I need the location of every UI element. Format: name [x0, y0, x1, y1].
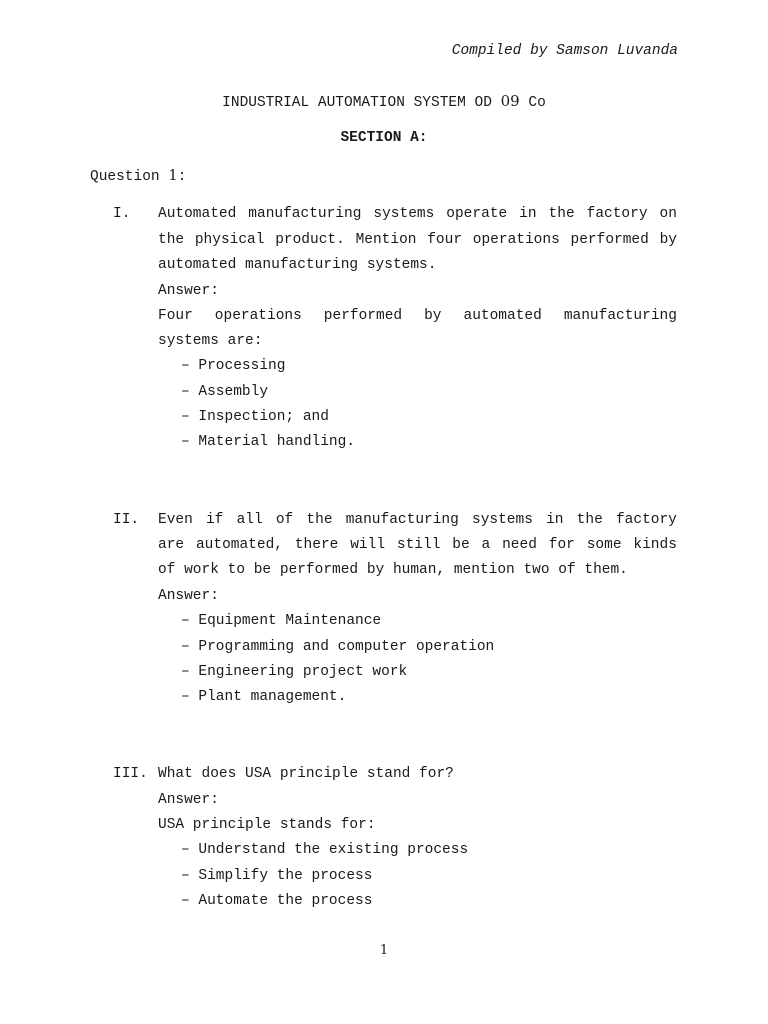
word: operations: [472, 232, 560, 248]
question-line: [158, 232, 677, 248]
answer-intro-line: USA principle stands for:: [158, 817, 376, 833]
word: of: [275, 512, 294, 528]
word: need: [502, 537, 537, 553]
word: still: [396, 537, 441, 553]
word: Four: [158, 308, 193, 324]
word: Automated: [158, 206, 237, 222]
question-number: 1: [168, 168, 178, 184]
word: automated,: [195, 537, 283, 553]
word: all: [236, 512, 263, 528]
word: on: [659, 206, 677, 222]
word: manufacturing: [345, 512, 459, 528]
word: automated: [463, 308, 542, 324]
word: some: [586, 537, 622, 553]
word: four: [427, 232, 463, 248]
bullet-item: – Engineering project work: [181, 664, 408, 680]
word: manufacturing: [563, 308, 677, 324]
word: will: [350, 537, 386, 553]
item-numeral: II.: [113, 512, 140, 528]
word: factory: [615, 512, 677, 528]
word: performed: [570, 232, 649, 248]
bullet-item: – Understand the existing process: [181, 842, 469, 858]
bullet-item: – Processing: [181, 358, 286, 374]
title-suffix: Co: [528, 95, 546, 111]
word: for: [548, 537, 575, 553]
word: Mention: [355, 232, 417, 248]
compiled-by: Compiled by Samson Luvanda: [451, 43, 678, 59]
word: the: [576, 512, 603, 528]
answer-intro-line: systems are:: [158, 333, 263, 349]
word: systems: [472, 512, 533, 528]
question-line: What does USA principle stand for?: [158, 766, 454, 782]
question-label: Question: [90, 169, 160, 185]
bullet-item: – Material handling.: [181, 434, 356, 450]
word: the: [158, 232, 185, 248]
word: be: [452, 537, 470, 553]
answer-label: Answer:: [158, 283, 219, 299]
item-numeral: III.: [113, 766, 148, 782]
document-title: [0, 92, 768, 111]
word: operations: [214, 308, 302, 324]
question-line: [158, 512, 677, 528]
question-line: [158, 537, 677, 553]
title-code: 09: [500, 92, 520, 110]
answer-label: Answer:: [158, 792, 219, 808]
word: performed: [323, 308, 403, 324]
page-number: 1: [379, 943, 389, 958]
word: in: [519, 206, 537, 222]
question-line: automated manufacturing systems.: [158, 257, 437, 273]
word: the: [548, 206, 575, 222]
question-colon: :: [177, 169, 187, 185]
word: by: [659, 232, 677, 248]
word: kinds: [633, 537, 677, 553]
question-heading: [90, 168, 186, 185]
word: there: [294, 537, 339, 553]
question-line: [158, 206, 677, 222]
item-numeral: I.: [113, 206, 131, 222]
word: in: [546, 512, 564, 528]
word: physical: [194, 232, 265, 248]
answer-label: Answer:: [158, 588, 219, 604]
word: the: [306, 512, 333, 528]
word: systems: [373, 206, 435, 222]
bullet-item: – Inspection; and: [181, 409, 329, 425]
word: manufacturing: [248, 206, 362, 222]
word: factory: [586, 206, 648, 222]
title-text: INDUSTRIAL AUTOMATION SYSTEM OD: [222, 95, 492, 111]
word: Even: [158, 512, 193, 528]
bullet-item: – Programming and computer operation: [181, 639, 495, 655]
word: operate: [446, 206, 508, 222]
word: product.: [275, 232, 345, 248]
word: if: [205, 512, 224, 528]
word: a: [481, 537, 491, 553]
answer-intro-line: [158, 308, 677, 324]
word: are: [158, 537, 185, 553]
bullet-item: – Automate the process: [181, 893, 373, 909]
section-heading: SECTION A:: [340, 130, 428, 146]
bullet-item: – Equipment Maintenance: [181, 613, 382, 629]
question-line: of work to be performed by human, mention two of them.: [158, 562, 628, 578]
bullet-item: – Plant management.: [181, 689, 347, 705]
bullet-item: – Assembly: [181, 384, 269, 400]
bullet-item: – Simplify the process: [181, 868, 373, 884]
word: by: [424, 308, 442, 324]
